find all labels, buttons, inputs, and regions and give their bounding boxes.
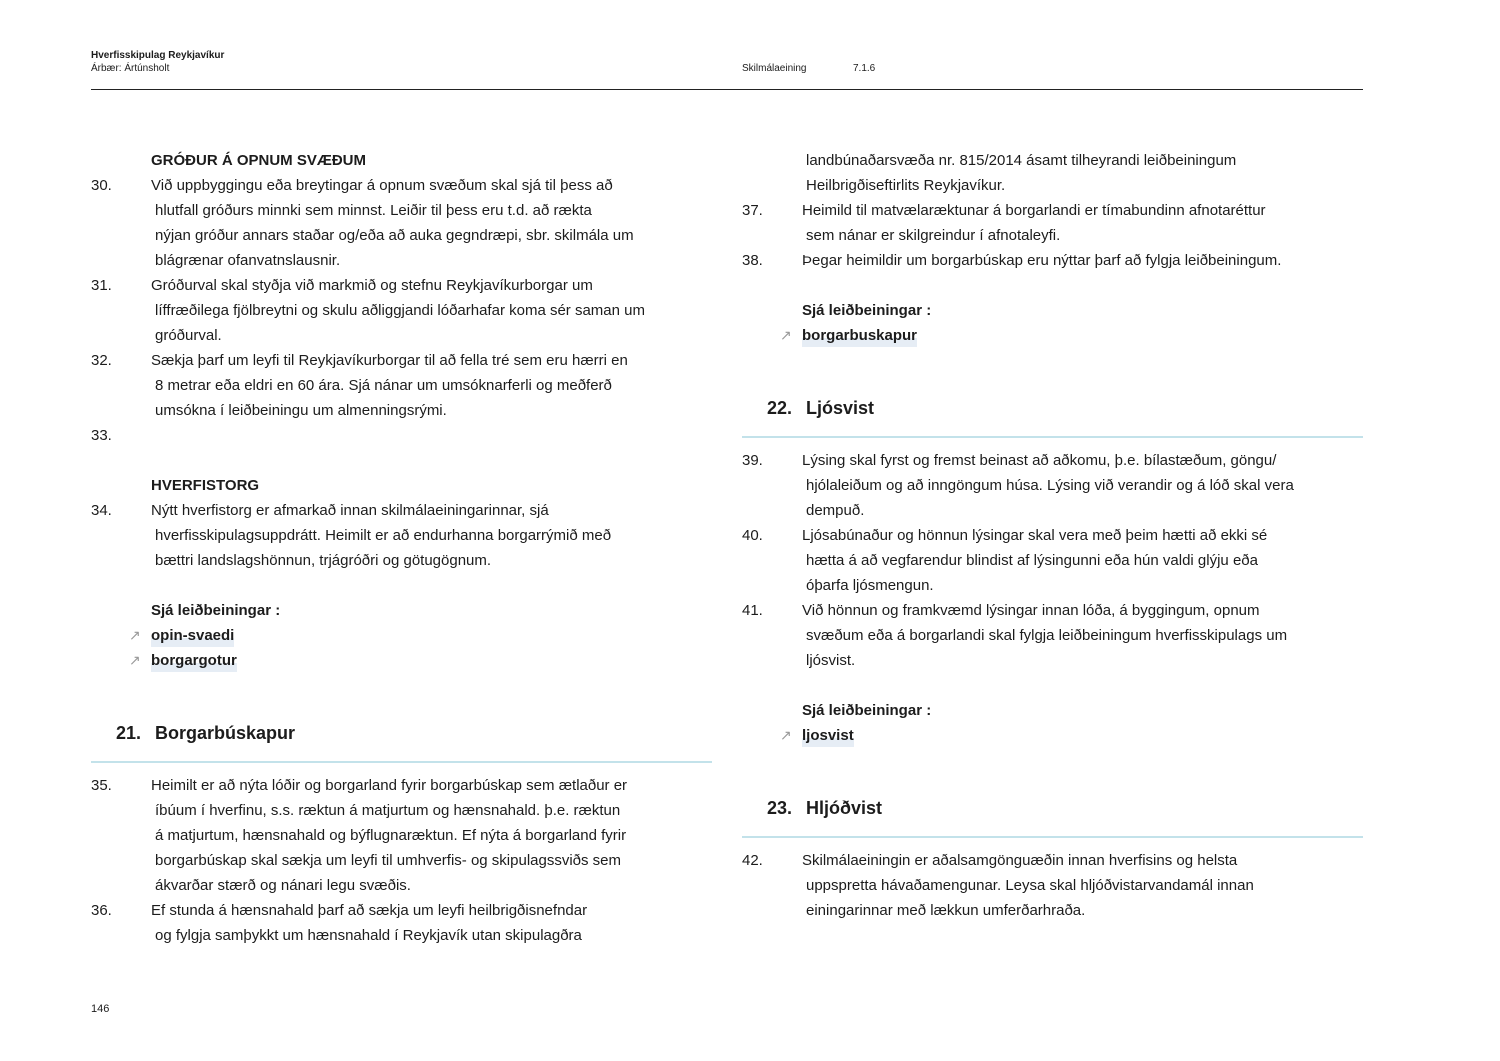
header-unit-label: Skilmálaeining [742, 63, 807, 74]
text-line: Þegar heimildir um borgarbúskap eru nýttar þarf að fylgja leiðbeiningum. [802, 251, 1282, 269]
numbered-clause [91, 273, 712, 348]
text-line: Sækja þarf um leyfi til Reykjavíkurborgar til að fella tré sem eru hærri en [151, 351, 628, 369]
see-guidelines-label: Sjá leiðbeiningar : [802, 301, 932, 319]
text-line: Ef stunda á hænsnahald þarf að sækja um leyfi heilbrigðisnefndar [151, 901, 588, 919]
text-line: Lýsing skal fyrst og fremst beinast að aðkomu, þ.e. bílastæðum, göngu/ [802, 451, 1277, 469]
guideline-links [742, 723, 1363, 748]
numbered-clause [91, 423, 712, 448]
external-link-arrow-icon: ↗ [129, 651, 141, 668]
text-line: 8 metrar eða eldri en 60 ára. Sjá nánar um umsóknarferli og meðferð [155, 376, 612, 394]
section-heading-ljosvist [767, 396, 1363, 421]
section-title: Ljósvist [806, 397, 875, 418]
section-number: 22. [767, 397, 793, 418]
see-guidelines-label: Sjá leiðbeiningar : [151, 601, 281, 619]
header-rule [91, 89, 1363, 90]
clause-number: 37. [742, 201, 763, 219]
section-number: 21. [116, 722, 142, 743]
text-line: Skilmálaeiningin er aðalsamgönguæðin innan hverfisins og helsta [802, 851, 1238, 869]
text-line: ljósvist. [806, 651, 856, 669]
numbered-clause [742, 248, 1363, 273]
page-number: 146 [91, 1003, 110, 1015]
item-list [742, 198, 1363, 273]
clause-number: 42. [742, 851, 763, 869]
clause-number: 30. [91, 176, 112, 194]
clause-text [802, 198, 1363, 248]
numbered-clause [742, 198, 1363, 248]
text-line: hjólaleiðum og að inngöngum húsa. Lýsing við verandir og á lóð skal vera [806, 476, 1294, 494]
clause-text [802, 248, 1363, 273]
clause-number: 39. [742, 451, 763, 469]
section-divider [742, 836, 1363, 838]
external-link-arrow-icon: ↗ [780, 726, 792, 743]
numbered-clause [91, 348, 712, 423]
see-guidelines-label: Sjá leiðbeiningar : [802, 701, 932, 719]
text-line: svæðum eða á borgarlandi skal fylgja leiðbeiningum hverfisskipulags um [806, 626, 1288, 644]
section-number: 23. [767, 797, 793, 818]
subheading-grodur: GRÓÐUR Á OPNUM SVÆÐUM [151, 151, 367, 169]
clause-text [151, 773, 712, 898]
text-line: óþarfa ljósmengun. [806, 576, 934, 594]
section-title: Borgarbúskapur [155, 722, 296, 743]
text-line: og fylgja samþykkt um hænsnahald í Reykjavík utan skipulagðra [155, 926, 582, 944]
clause-text [151, 173, 712, 273]
left-column [91, 148, 712, 948]
guideline-link-text[interactable]: borgarbuskapur [802, 327, 917, 347]
text-line: blágrænar ofanvatnslausnir. [155, 251, 341, 269]
guideline-link-text[interactable]: ljosvist [802, 727, 854, 747]
text-line: íbúum í hverfinu, s.s. ræktun á matjurtum og hænsnahald. þ.e. ræktun [155, 801, 621, 819]
section-divider [91, 761, 712, 763]
clause-text [151, 348, 712, 423]
text-line: dempuð. [806, 501, 865, 519]
text-line: uppspretta hávaðamengunar. Leysa skal hljóðvistarvandamál innan [806, 876, 1254, 894]
text-line: Við uppbyggingu eða breytingar á opnum svæðum skal sjá til þess að [151, 176, 613, 194]
guideline-links [742, 323, 1363, 348]
guideline-link[interactable] [780, 323, 1363, 348]
clause-number: 40. [742, 526, 763, 544]
numbered-clause [91, 773, 712, 898]
clause-text [802, 448, 1363, 523]
clause-number: 33. [91, 426, 112, 444]
empty-line [151, 423, 712, 448]
guideline-link[interactable] [129, 648, 712, 673]
header-subtitle: Árbær: Ártúnsholt [91, 63, 170, 74]
clause-text [151, 273, 712, 348]
numbered-clause [91, 498, 712, 573]
guideline-link[interactable] [780, 723, 1363, 748]
text-line: Nýtt hverfistorg er afmarkað innan skilmálaeiningarinnar, sjá [151, 501, 549, 519]
item-list [91, 173, 712, 448]
numbered-clause [742, 598, 1363, 673]
numbered-clause [742, 523, 1363, 598]
text-line: hlutfall gróðurs minnki sem minnst. Leiðir til þess eru t.d. að rækta [155, 201, 592, 219]
clause-number: 34. [91, 501, 112, 519]
header-title: Hverfisskipulag Reykjavíkur [91, 50, 225, 61]
clause-text [151, 423, 712, 448]
text-line: ákvarðar stærð og nánari legu svæðis. [155, 876, 411, 894]
text-line: landbúnaðarsvæða nr. 815/2014 ásamt tilheyrandi leiðbeiningum [806, 151, 1237, 169]
text-line: borgarbúskap skal sækja um leyfi til umhverfis- og skipulagssviðs sem [155, 851, 622, 869]
text-line: hverfisskipulagsuppdrátt. Heimilt er að endurhanna borgarrýmið með [155, 526, 612, 544]
text-line: bættri landslagshönnun, trjágróðri og götugögnum. [155, 551, 492, 569]
section-heading-hljodvist [767, 796, 1363, 821]
clause-number: 31. [91, 276, 112, 294]
item-list [91, 773, 712, 948]
header-unit-number: 7.1.6 [853, 63, 876, 74]
guideline-links [91, 623, 712, 673]
clause-number: 38. [742, 251, 763, 269]
text-line: Heimilt er að nýta lóðir og borgarland fyrir borgarbúskap sem ætlaður er [151, 776, 628, 794]
external-link-arrow-icon: ↗ [129, 626, 141, 643]
clause-text [802, 598, 1363, 673]
external-link-arrow-icon: ↗ [780, 326, 792, 343]
text-line: Heilbrigðiseftirlits Reykjavíkur. [806, 176, 1006, 194]
guideline-link[interactable] [129, 623, 712, 648]
text-line: Gróðurval skal styðja við markmið og stefnu Reykjavíkurborgar um [151, 276, 593, 294]
section-divider [742, 436, 1363, 438]
text-line: Heimild til matvælaræktunar á borgarlandi er tímabundinn afnotaréttur [802, 201, 1266, 219]
numbered-clause [91, 898, 712, 948]
clause-text [802, 848, 1363, 923]
guideline-link-text[interactable]: borgargotur [151, 652, 237, 672]
right-column [742, 148, 1363, 923]
clause-number: 32. [91, 351, 112, 369]
clause-number: 36. [91, 901, 112, 919]
text-line: nýjan gróður annars staðar og/eða að auka gegndræpi, sbr. skilmála um [155, 226, 634, 244]
clause-number: 35. [91, 776, 112, 794]
clause-text [151, 898, 712, 948]
text-line: á matjurtum, hænsnahald og býflugnaræktun. Ef nýta á borgarland fyrir [155, 826, 627, 844]
numbered-clause [742, 448, 1363, 523]
text-line: umsókna í leiðbeiningu um almenningsrými. [155, 401, 447, 419]
continued-text [802, 148, 1363, 198]
item-list [91, 498, 712, 573]
section-title: Hljóðvist [806, 797, 883, 818]
numbered-clause [742, 848, 1363, 923]
item-list [742, 448, 1363, 673]
guideline-link-text[interactable]: opin-svaedi [151, 627, 234, 647]
text-line: hætta á að vegfarendur blindist af lýsingunni eða hún valdi glýju eða [806, 551, 1258, 569]
clause-text [802, 523, 1363, 598]
section-heading-borgarbuskapur [116, 721, 712, 746]
text-line: gróðurval. [155, 326, 222, 344]
text-line: Við hönnun og framkvæmd lýsingar innan lóða, á byggingum, opnum [802, 601, 1260, 619]
clause-number: 41. [742, 601, 763, 619]
item-list [742, 848, 1363, 923]
text-line: líffræðilega fjölbreytni og skulu aðliggjandi lóðarhafar koma sér saman um [155, 301, 645, 319]
text-line: sem nánar er skilgreindur í afnotaleyfi. [806, 226, 1061, 244]
subheading-hverfistorg: HVERFISTORG [151, 476, 260, 494]
numbered-clause [91, 173, 712, 273]
clause-text [151, 498, 712, 573]
text-line: einingarinnar með lækkun umferðarhraða. [806, 901, 1086, 919]
text-line: Ljósabúnaður og hönnun lýsingar skal vera með þeim hætti að ekki sé [802, 526, 1268, 544]
